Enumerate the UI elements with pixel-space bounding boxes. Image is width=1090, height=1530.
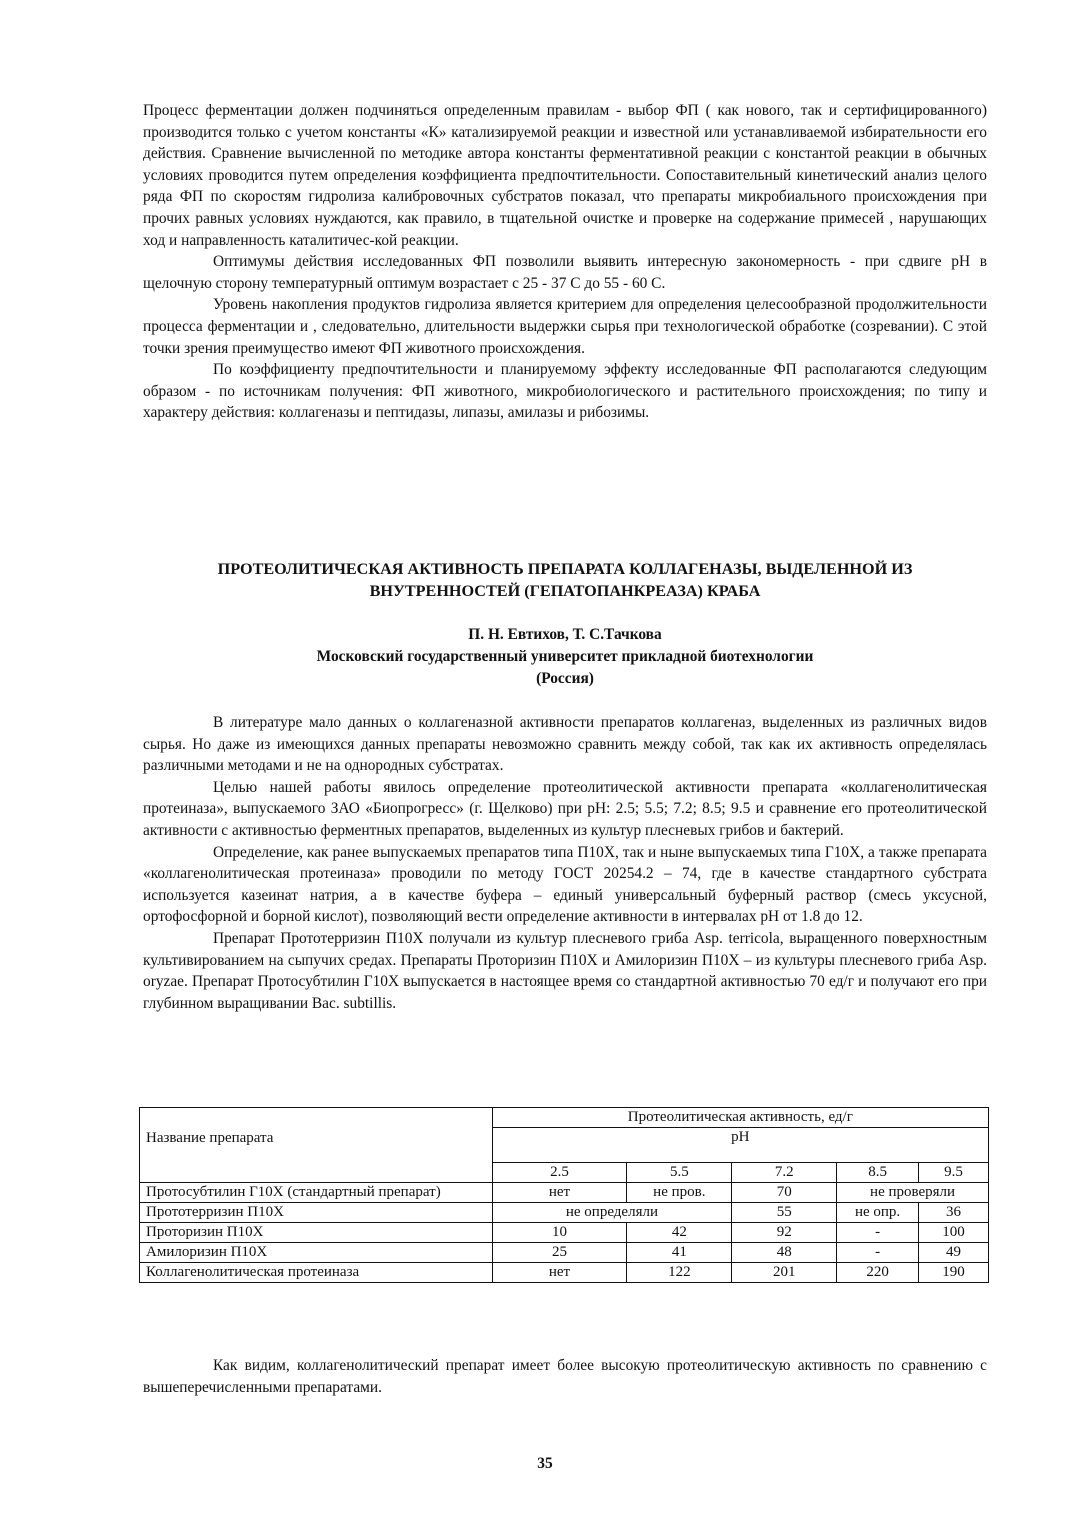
table-cell: 42 [627, 1223, 732, 1243]
activity-table [139, 1107, 989, 1283]
table-row [140, 1203, 989, 1223]
ph-value: 2.5 [492, 1163, 627, 1183]
table-cell: 41 [627, 1243, 732, 1263]
table-cell: не проверяли [837, 1183, 989, 1203]
ph-header: pH [492, 1128, 988, 1163]
table-cell: 25 [492, 1243, 627, 1263]
table-cell: - [837, 1223, 919, 1243]
country: (Россия) [536, 670, 594, 687]
author-block [143, 624, 987, 690]
table-cell: нет [492, 1263, 627, 1283]
table-cell: не пров. [627, 1183, 732, 1203]
intro-paragraph-4: По коэффициенту предпочтительности и планируемому эффекту исследованные ФП располагаются следующим образом - по источникам получения: ФП животного, микробиологического и растительного происхождения; по типу и характеру действия: коллагеназы и пептидазы, липазы, амилазы и рибозимы. [143, 361, 987, 422]
body-paragraph-1: В литературе мало данных о коллагеназной активности препаратов коллагеназ, выделенных из различных видов сырья. Но даже из имеющихся данных препараты невозможно сравнить между собой, так как их активность определялась различными методами и не на однородных субстратах. [143, 714, 987, 775]
body-paragraph-2: Целью нашей работы явилось определение протеолитической активности препарата «коллагенолитическая протеиназа», выпускаемого ЗАО «Биопрогресс» (г. Щелково) при pH: 2.5; 5.5; 7.2; 8.5; 9.5 и сравнение его протеолитической активности с активностью ферментных препаратов, выделенных из культур плесневых грибов и бактерий. [143, 778, 987, 839]
drug-name: Проторизин П10Х [140, 1223, 493, 1243]
intro-section [143, 100, 987, 424]
group-header: Протеолитическая активность, ед/г [492, 1108, 988, 1128]
author-names: П. Н. Евтихов, Т. С.Тачкова [468, 626, 662, 643]
col-header-name: Название препарата [140, 1108, 493, 1183]
intro-paragraph-1: Процесс ферментации должен подчиняться определенным правилам - выбор ФП ( как нового, так и сертифицированного) производится только с учетом константы «К» катализируемой реакции и известной или устанавливаемой избирательности его действия. Сравнение вычисленной по методике автора константы ферментативной реакции с константой реакции в обычных условиях проводится путем определения коэффициента предпочтительности. Сопоставительный кинетический анализ целого ряда ФП по скоростям гидролиза калибровочных субстратов показал, что препараты микробиального происхождения при прочих равных условиях нуждаются, как правило, в тщательной очистке и проверке на содержание примесей , нарушающих ход и направленность каталитичес-кой реакции. [143, 102, 987, 249]
table-header-row [140, 1108, 989, 1128]
drug-name: Протосубтилин Г10Х (стандартный препарат) [140, 1183, 493, 1203]
intro-paragraph-3: Уровень накопления продуктов гидролиза является критерием для определения целесообразной продолжительности процесса ферментации и , следовательно, длительности выдержки сырья при технологической обработке (созревании). С этой точки зрения преимущество имеют ФП животного происхождения. [143, 296, 987, 357]
table-cell: 92 [732, 1223, 837, 1243]
table-cell: 55 [732, 1203, 837, 1223]
table-row [140, 1243, 989, 1263]
table-row [140, 1263, 989, 1283]
table-cell: 122 [627, 1263, 732, 1283]
table-cell: - [837, 1243, 919, 1263]
table-cell: 100 [919, 1223, 989, 1243]
drug-name: Коллагенолитическая протеиназа [140, 1263, 493, 1283]
table-cell: нет [492, 1183, 627, 1203]
page-number: 35 [537, 1455, 553, 1472]
article-body [143, 712, 987, 1014]
table-row [140, 1183, 989, 1203]
table-cell: 70 [732, 1183, 837, 1203]
table-cell: 48 [732, 1243, 837, 1263]
article-title: ПРОТЕОЛИТИЧЕСКАЯ АКТИВНОСТЬ ПРЕПАРАТА КОЛЛАГЕНАЗЫ, ВЫДЕЛЕННОЙ ИЗ ВНУТРЕННОСТЕЙ (ГЕПАТОПАНКРЕАЗА) КРАБА [217, 560, 913, 600]
conclusion-paragraph: Как видим, коллагенолитический препарат имеет более высокую протеолитическую активность по сравнению с вышеперечисленными препаратами. [143, 1357, 987, 1396]
table-row [140, 1223, 989, 1243]
body-paragraph-4: Препарат Прототерризин П10Х получали из культур плесневого гриба Asp. terricola, выращенного поверхностным культивированием на сыпучих средах. Препараты Проторизин П10Х и Амилоризин П10Х – из культуры плесневого гриба Asp. oryzae. Препарат Протосубтилин Г10Х выпускается в настоящее время со стандартной активностью 70 ед/г и получают его при глубинном выращивании Bac. subtillis. [143, 929, 987, 1012]
table-cell: не определяли [492, 1203, 732, 1223]
table-cell: 36 [919, 1203, 989, 1223]
table-cell: не опр. [837, 1203, 919, 1223]
ph-value: 7.2 [732, 1163, 837, 1183]
ph-value: 9.5 [919, 1163, 989, 1183]
ph-value: 8.5 [837, 1163, 919, 1183]
table-cell: 49 [919, 1243, 989, 1263]
conclusion-section [143, 1355, 987, 1398]
ph-value: 5.5 [627, 1163, 732, 1183]
body-paragraph-3: Определение, как ранее выпускаемых препаратов типа П10Х, так и ныне выпускаемых типа Г10Х, а также препарата «коллагенолитическая протеиназа» проводили по методу ГОСТ 20254.2 – 74, где в качестве стандартного субстрата используется казеинат натрия, а в качестве буфера – единый универсальный буферный раствор (смесь уксусной, ортофосфорной и борной кислот), позволяющий вести определение активности в интервалах pH от 1.8 до 12. [143, 843, 987, 926]
drug-name: Амилоризин П10Х [140, 1243, 493, 1263]
table-cell: 201 [732, 1263, 837, 1283]
affiliation: Московский государственный университет прикладной биотехнологии [316, 648, 814, 665]
intro-paragraph-2: Оптимумы действия исследованных ФП позволили выявить интересную закономерность - при сдвиге pH в щелочную сторону температурный оптимум возрастает с 25 - 37 С до 55 - 60 С. [143, 253, 987, 292]
drug-name: Прототерризин П10Х [140, 1203, 493, 1223]
table-cell: 190 [919, 1263, 989, 1283]
table-cell: 10 [492, 1223, 627, 1243]
table-cell: 220 [837, 1263, 919, 1283]
